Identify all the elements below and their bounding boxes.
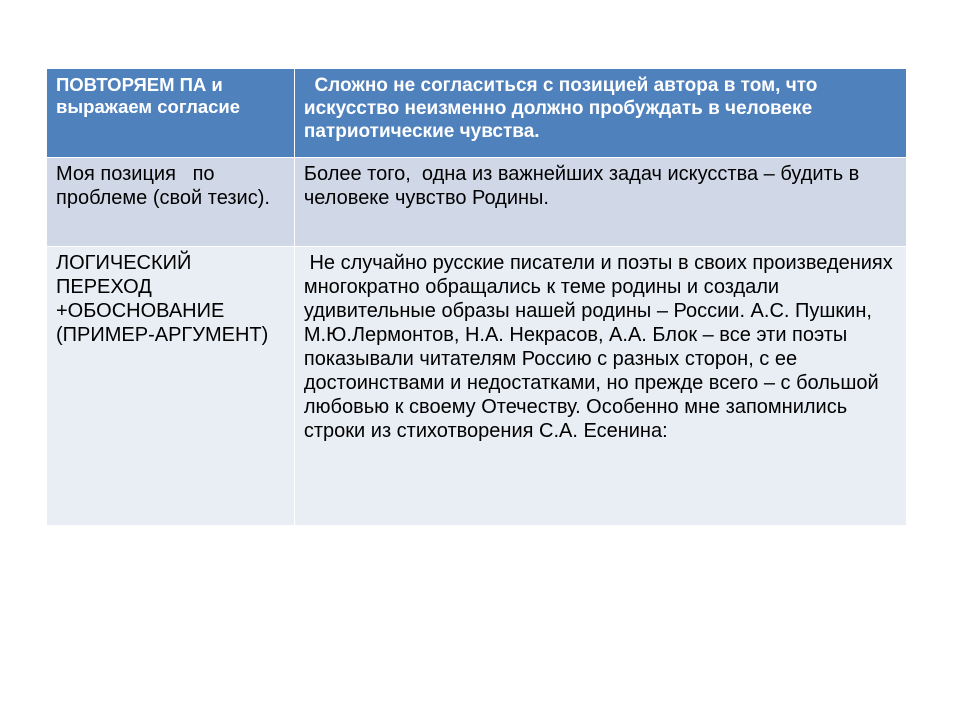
header-left-cell <box>47 69 295 158</box>
argument-content-text: Не случайно русские писатели и поэты в своих произведениях многократно обращались к теме родины и создали удивительные образы нашей родины – России. А.С. Пушкин, М.Ю.Лермонтов, Н.А. Некрасов, А.А. Блок – все эти поэты показывали читателям Россию с разных сторон, с ее достоинствами и недостатками, но прежде всего – с большой любовью к своему Отечеству. Особенно мне запомнились строки из стихотворения С.А. Есенина: <box>303 252 899 442</box>
table-row-position <box>47 158 907 247</box>
position-label-text: Моя позиция по проблеме (свой тезис). <box>56 163 270 209</box>
argument-label-cell <box>47 247 295 526</box>
table-header-row <box>47 69 907 158</box>
essay-structure-table <box>46 68 907 526</box>
table-row-argument <box>47 247 907 526</box>
header-right-cell <box>294 69 906 158</box>
header-right-text: Сложно не согласиться с позицией автора в том, что искусство неизменно должно пробуждать в человеке патриотические чувства. <box>303 75 823 142</box>
position-content-text: Более того, одна из важнейших задач искусства – будить в человеке чувство Родины. <box>303 163 865 209</box>
header-left-text: ПОВТОРЯЕМ ПА и выражаем согласие <box>56 74 241 117</box>
position-label-cell <box>47 158 295 247</box>
argument-label-text: ЛОГИЧЕСКИЙ ПЕРЕХОД +ОБОСНОВАНИЕ (ПРИМЕР-АРГУМЕНТ) <box>56 252 269 346</box>
position-content-cell <box>294 158 906 247</box>
argument-content-cell <box>294 247 906 526</box>
